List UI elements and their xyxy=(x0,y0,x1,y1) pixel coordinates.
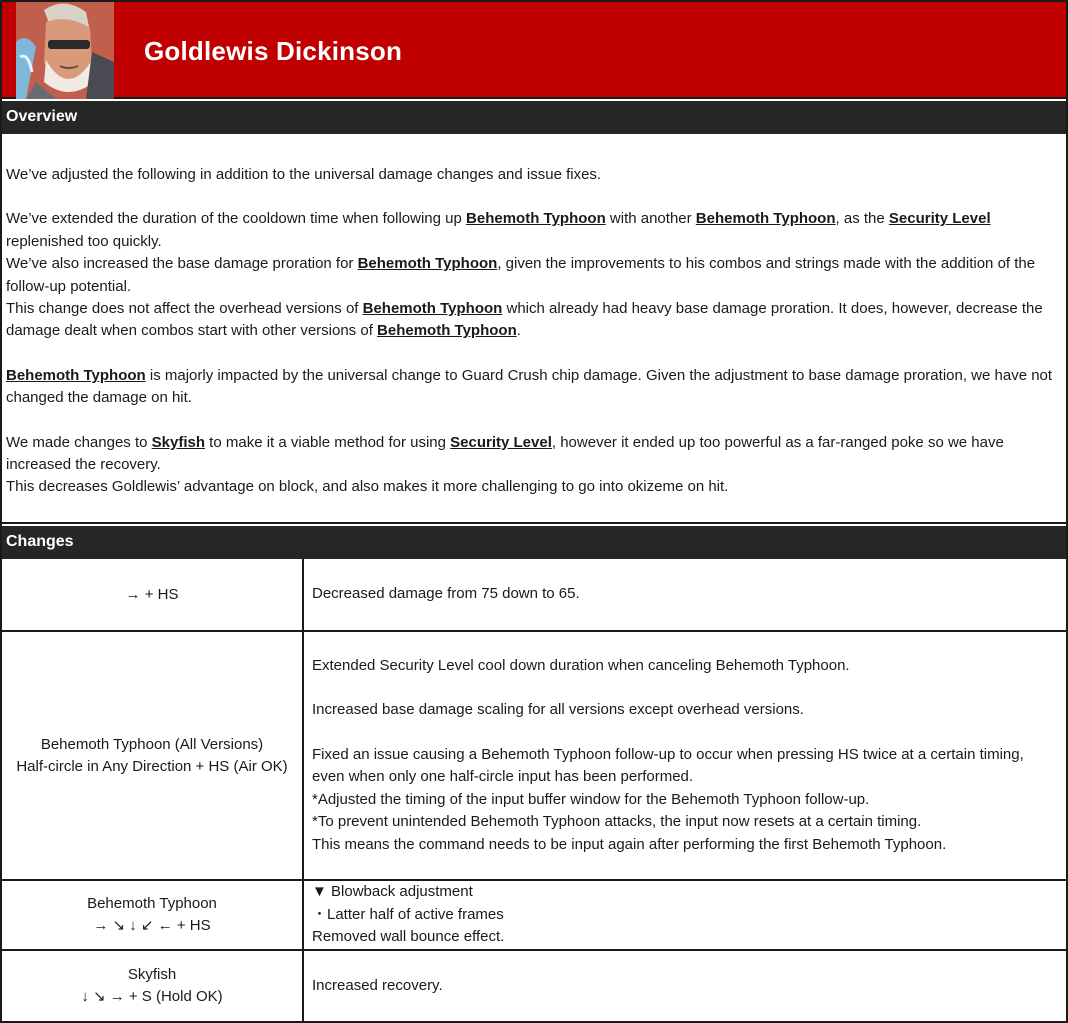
text-run: is majorly impacted by the universal change to Guard Crush chip damage. Given the adjustment to base damage proration, we have not changed the damage on hit. xyxy=(6,366,1053,407)
overview-paragraph xyxy=(6,298,1062,343)
overview-paragraph xyxy=(6,365,1062,410)
overview-paragraph: This decreases Goldlewis’ advantage on block, and also makes it more challenging to go into okizeme on hit. xyxy=(6,478,729,496)
description-line: Increased base damage scaling for all versions except overhead versions. xyxy=(312,701,804,719)
command-cell xyxy=(2,881,304,949)
description-line: Extended Security Level cool down duration when canceling Behemoth Typhoon. xyxy=(312,657,850,675)
description-cell xyxy=(306,632,1066,879)
command-line: → ↘ ↓ ↙ ← + HS xyxy=(93,917,211,934)
keyword-behemoth-typhoon: Behemoth Typhoon xyxy=(466,210,606,228)
text-run: , as the xyxy=(835,210,889,228)
character-portrait xyxy=(16,2,114,99)
overview-paragraph xyxy=(6,208,1062,253)
keyword-behemoth-typhoon: Behemoth Typhoon xyxy=(6,366,146,384)
description-cell xyxy=(306,559,1066,630)
keyword-security-level: Security Level xyxy=(450,433,552,451)
command-line: ↓ ↘ → + S (Hold OK) xyxy=(81,988,223,1005)
character-name: Goldlewis Dickinson xyxy=(144,36,403,66)
overview-paragraph: We’ve adjusted the following in addition to the universal damage changes and issue fixes. xyxy=(6,166,602,183)
keyword-skyfish: Skyfish xyxy=(151,433,206,451)
description-line: Fixed an issue causing a Behemoth Typhoon follow-up to occur when pressing HS twice at a certain timing, even when only one half-circle input has been performed. xyxy=(312,745,1024,786)
description-line: This means the command needs to be input again after performing the first Behemoth Typhoon. xyxy=(312,835,947,853)
keyword-security-level: Security Level xyxy=(888,210,991,228)
command-cell xyxy=(2,632,304,879)
table-row xyxy=(2,881,1066,951)
description-line: *To prevent unintended Behemoth Typhoon attacks, the input now resets at a certain timing. xyxy=(312,813,922,831)
text-run: , however it ended up too powerful as a far-ranged poke so we have increased the recovery. xyxy=(6,433,1004,474)
text-run: This change does not affect the overhead versions of xyxy=(6,300,363,318)
text-run: replenished too quickly. xyxy=(6,232,162,250)
overview-paragraph xyxy=(6,253,1062,298)
description-line: Removed wall bounce effect. xyxy=(312,928,505,946)
description-line: *Adjusted the timing of the input buffer window for the Behemoth Typhoon follow-up. xyxy=(312,790,870,808)
text-run: We’ve extended the duration of the cooldown time when following up xyxy=(6,210,467,228)
character-title-bar xyxy=(2,2,1066,99)
description-line: Decreased damage from 75 down to 65. xyxy=(312,585,580,603)
text-run: , given the improvements to his combos and strings made with the addition of the follow-up potential. xyxy=(6,255,1036,295)
command-line: → + HS xyxy=(125,585,179,603)
command-line: Skyfish xyxy=(127,966,177,983)
table-row xyxy=(2,951,1066,1023)
table-row xyxy=(2,559,1066,632)
description-cell xyxy=(306,951,1066,1021)
command-line: Half-circle in Any Direction + HS (Air OK) xyxy=(16,757,288,775)
text-run: We made changes to xyxy=(6,433,152,451)
description-line: Increased recovery. xyxy=(312,976,443,994)
command-cell xyxy=(2,559,304,630)
description-line: ・Latter half of active frames xyxy=(312,905,504,923)
overview-body xyxy=(2,134,1066,524)
overview-heading: Overview xyxy=(2,101,1066,134)
keyword-behemoth-typhoon: Behemoth Typhoon xyxy=(357,255,498,273)
keyword-behemoth-typhoon: Behemoth Typhoon xyxy=(377,322,517,340)
text-run: We’ve also increased the base damage proration for xyxy=(6,255,358,273)
keyword-behemoth-typhoon: Behemoth Typhoon xyxy=(362,300,503,318)
description-line: ▼ Blowback adjustment xyxy=(312,883,473,901)
command-cell xyxy=(2,951,304,1021)
changes-heading: Changes xyxy=(2,526,1066,559)
keyword-behemoth-typhoon: Behemoth Typhoon xyxy=(695,210,836,228)
table-row xyxy=(2,632,1066,881)
text-run: which already had heavy base damage proration. It does, however, decrease the damage dealt when combos start with other versions of xyxy=(6,300,1043,340)
text-run: to make it a viable method for using xyxy=(205,433,451,451)
command-line: Behemoth Typhoon (All Versions) xyxy=(40,735,264,753)
text-run: . xyxy=(516,322,521,340)
command-line: Behemoth Typhoon xyxy=(87,895,217,912)
overview-paragraph xyxy=(6,432,1062,477)
portrait-image xyxy=(16,2,114,99)
description-cell xyxy=(306,881,1066,949)
text-run: with another xyxy=(605,210,696,228)
